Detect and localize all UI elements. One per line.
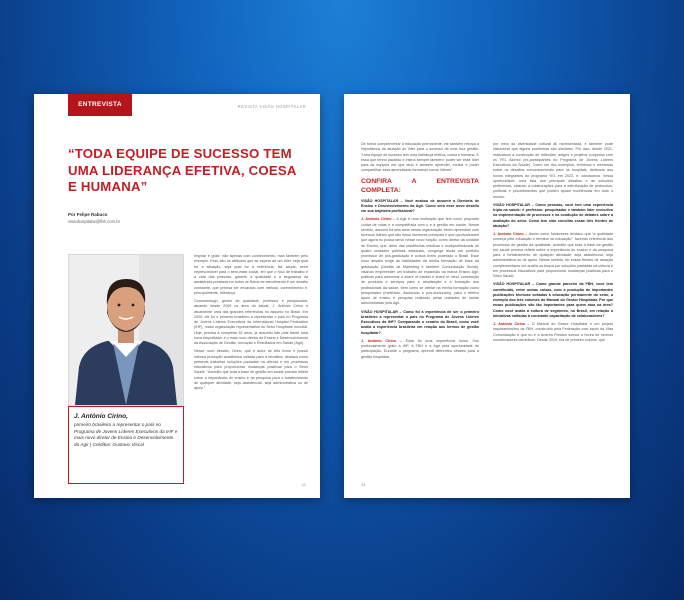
answer-name: J. Antônio Cirino – <box>493 232 529 236</box>
portrait-photo <box>68 254 184 406</box>
interview-question <box>361 199 479 215</box>
paragraph <box>361 217 479 306</box>
page-number: 34 <box>361 482 366 487</box>
author-byline: Por Felipe Rabuco <box>68 212 108 217</box>
question-text: VISÃO HOSPITALAR – Como pessoas, você tem uma experiência tripla na saúde: é professor, pesquisador e também líder executivo na implementação de processos e na condução de debates sobre a avaliação do setor. Como tem sido conciliar essas três frentes de atuação? <box>493 202 613 228</box>
section-heading: CONFIRA A ENTREVISTA COMPLETA: <box>361 177 479 194</box>
answer-text: A Agir é uma instituição que tem como propósito cuidar de vidas e a competência com o e a gestão em saúde. Nesse sentido, assumir há seis anos nessa organização, tenho aprendido com diversos líderes que são meus mentores principais e que oportunizaram que agora eu possa servir nesse novo função, como diretor da unidade de Ensino, que, além das residências médicas e multiprofissionais de quatro unidades públicas estaduais, congrega ainda um portfólio promissor de pós-graduação e cursos livres poderado o Brasil. Esse novo desafio exige as habilidades da minha formação de base da graduação (Gestão de Marketing e também Comunicação Social), visando empreender um trabalho de expansão da marca Ensino Agir, práticas para aumentar o share of market e share of mind, construção de produtos e serviços para a atualização e a formação dos profissionais da saúde, bem como se atrelar na minha formação como pesquisador (mestrado, doutorado e pós-doutorado), para o efetivo apoio de ensino e pesquisa realizado pelas unidades de saúde administradas pela Agir. <box>361 217 479 306</box>
paragraph: Inspirar e guiar, não apenas com conhecimento, mas também pelo exemplo. Esse são os atributos que se espera de um líder, seja qual for a situação, seja qual for a referência. Na saúde, setor imprescindível para o bem-estar social, em que o foco de trabalho é a vida das pessoas, garantir a qualidade e a segurança da assistência prestada em todos os fluxos de atendimento é um desafio constante, que precisa ser encarado com método, conhecimento e, principalmente, liderança. <box>194 254 308 295</box>
question-text: VISÃO HOSPITALAR – Como grande parceiro da FBH, você tem contribuído, entre outras coisas, com a produção de importantes publicações técnicas voltadas à educação permanente do setor, a exemplo dos três volumes do Manual do Gestor Hospitalar. Por que essas publicações são tão importantes para quem atua na área? Como você avalia a cultura de segmento, no Brasil, em relação a iniciativas voltadas à constante capacitação de colaboradores? <box>493 282 613 318</box>
question-text: VISÃO HOSPITALAR – Você acabou de assumir a Diretoria de Ensino e Desenvolvimento da Agir. Como será esse novo desafio em sua trajetória profissional? <box>361 198 479 213</box>
paragraph <box>361 339 479 360</box>
magazine-name: REVISTA VISÃO HOSPITALAR <box>237 104 306 109</box>
paragraph <box>361 142 479 174</box>
magazine-page-right <box>344 94 630 498</box>
answer-text: De forma complementar à educação permanente, ele também reforça a importância da atuação do líder para o sucesso de uma boa gestão. “Uma equipe de sucesso tem uma liderança efetiva, coesa e humana. E essa que tenho pautado e instrui sempre também: poder ser esse líder para as equipes em que atuo e também aprender, evoluir e poder compartilhar essa aprendizado formando novos líderes”. <box>361 142 479 173</box>
caption-text: primeiro brasileiro a representar o país no Programa de Jovens Líderes Executivos da IHF e mais novo diretor de Ensino e Desenvolvimento do Agir | Créditos: Gustavo Viscal <box>74 422 178 447</box>
article-title: “TODA EQUIPE DE SUCESSO TEM UMA LIDERANÇA EFETIVA, COESA E HUMANA” <box>68 146 297 194</box>
caption-name: J. Antônio Cirino, <box>74 413 128 420</box>
photo-caption <box>68 406 184 484</box>
page-number: 31 <box>301 482 306 487</box>
paragraph: Comunicólogo, gestor de qualidade, professor e pesquisador, atuando desde 2009 na área da saúde, J. Antônio Cirino é atualmente uma das grandes referências no assunto no Brasil. Em 2020, ele foi o primeiro brasileiro a representar o país no Programa de Jovens Líderes Executivos da International Hospital Federation (IHF), maior organização representativa do Setor Hospitalar mundial. Hoje, precisa a completar 51 anos, já assumiu late pela frente uma nova empreitada: é o mais novo diretor de Ensino e Desenvolvimento da Associação de Gestão, Inovação e Resultados em Saúde (Agir). <box>194 299 308 345</box>
portrait-illustration <box>69 255 183 405</box>
article-column <box>493 142 613 346</box>
paragraph <box>493 322 613 343</box>
interview-question <box>493 203 613 229</box>
article-column <box>361 142 479 363</box>
answer-text: por meio da diversidade cultural ali representada, e também pude vislumbrar que alguns problemas são similares. Por isso, desde 2021, realizamos a construção de reflexões, artigos e projetos conjuntos com os YEL Alumni (ex-participantes do Programa de Jovens Líderes Executivos da Saúde). Como um dos exemplos, tenhimos o mentorias sobre os desafios comunicacionais para os hospitais, dedicada aos novos integrantes do programa YEL em 2022, e, conosumos, nessa oportunidade, uma lista dos principais desafios e as soluções pertinentes, visando a colaborações para a estruturação de protocolos, políticas e procedimentos que podem ajudar excelências em todo o mundo. <box>493 142 613 199</box>
paragraph <box>493 142 613 200</box>
magazine-page-left <box>34 94 320 498</box>
interview-question <box>361 310 479 336</box>
answer-text: Assim como folclorezes destaco que “a qualidade começa pela educação e termina na educação”, fazendo referência aos processos de gestão da qualidade, acredito que toda a base da gestão em saúde precisa refletir sobre a importância do ensino e da pesquisa para o fortalecimento de qualquer atividade, seja assistencial, seja administrativa ou de apoio. Nesse sentido, ter essas frentes de atuação complementares me auxilia na busca por soluções pautadas na ciência e em processos educativos para proporcionar mudanças positivas para o Setor Saúde. <box>493 232 613 278</box>
answer-name: J. Antônio Cirino – <box>361 217 397 222</box>
article-column <box>194 254 308 394</box>
paragraph <box>493 232 613 279</box>
answer-text: Essa foi uma experiência única. Sou profundamente grato à IHF, à FBH e à Agir pela oportunidade de participação. Durante o programa, aprendi diferentes olhares para a gestão hospitalar, <box>361 338 479 359</box>
author-email: visaohospitalar@fbh.com.br <box>68 219 120 224</box>
question-text: VISÃO HOSPITALAR – Como foi a experiência de ser o primeiro brasileiro a representar o país no Programa de Jovens Líderes Executivos da IHF? Comparando o cenário do Brasil, como você avalia a experiência brasileira em relação aos termos de gestão hospitalar? <box>361 309 479 335</box>
interview-question <box>493 282 613 319</box>
answer-name: J. Antônio Cirino – <box>493 322 532 326</box>
paragraph: Nesse novo desafio, Cirino, que é autor de três livros e possui intensa produção acadêmica voltada para a temática, destaca como pretende trabalhar soluções pautadas na ciência e em processos educativos para proporcionar mudanças positivas para o Setor Saúde. “Acredito que toda a base de gestão em saúde precisa refletir sobre a importância do ensino e da pesquisa para o fortalecimento de qualquer atividade, seja assistencial, seja administrativa ou de apoio.” <box>194 349 308 390</box>
section-tag: ENTREVISTA <box>68 94 132 116</box>
answer-name: J. Antônio Cirino – <box>361 338 406 343</box>
answer-text: O Manual do Gestor Hospitalar é um projeto importantíssimo da FBH, construído pela Federação com apoio da Vitra Comunicação e que eu e a Andrea Preston somos a honra de sermos coordenadores científicos. Desde 2019, era de primeiro volume, que <box>493 322 613 342</box>
